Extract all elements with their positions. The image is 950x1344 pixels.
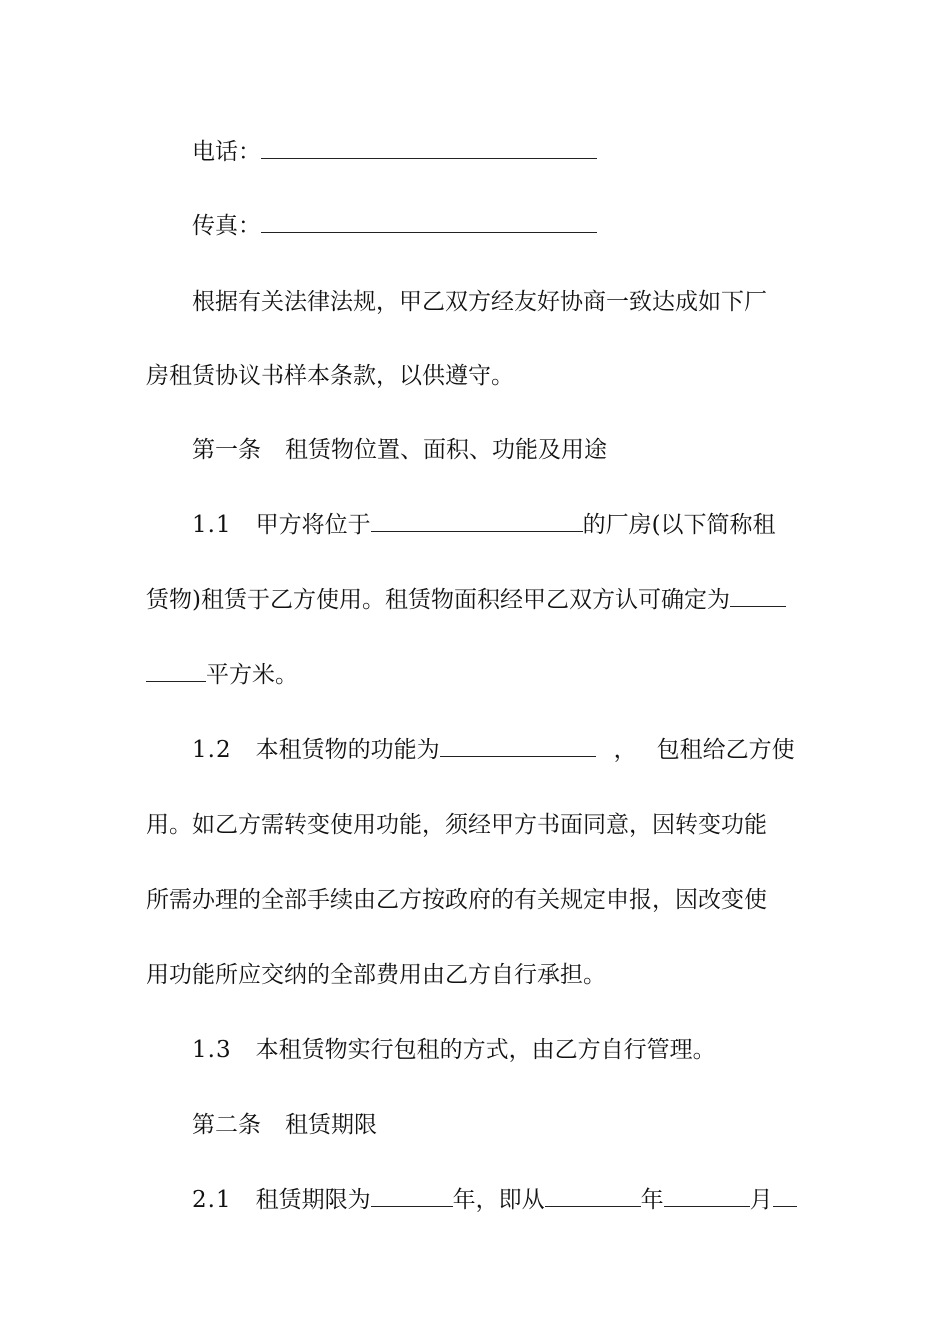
start-day-blank[interactable] bbox=[773, 1184, 797, 1207]
fax-label: 传真： bbox=[192, 213, 261, 239]
article-1-title: 租赁物位置、面积、功能及用途 bbox=[285, 437, 607, 463]
clause-2-1-number: 2.1 bbox=[192, 1187, 232, 1213]
intro-line-1 bbox=[192, 282, 816, 322]
clause-1-2-text-3: 用。如乙方需转变使用功能，须经甲方书面同意，因转变功能 bbox=[146, 812, 767, 838]
clause-1-3-number: 1.3 bbox=[192, 1037, 232, 1063]
clause-1-2-text-5: 用功能所应交纳的全部费用由乙方自行承担。 bbox=[146, 962, 606, 988]
article-1-number: 第一条 bbox=[192, 437, 261, 463]
area-unit-text: 平方米。 bbox=[206, 662, 298, 688]
phone-label: 电话： bbox=[192, 139, 261, 165]
article-2-title: 租赁期限 bbox=[285, 1112, 377, 1138]
clause-1-2-line-4 bbox=[146, 955, 816, 995]
clause-1-2-line-1 bbox=[192, 730, 816, 770]
intro-text-2: 房租赁协议书样本条款，以供遵守。 bbox=[146, 363, 514, 389]
fax-blank[interactable] bbox=[261, 210, 597, 233]
clause-2-1-year-unit: 年 bbox=[640, 1187, 664, 1213]
location-blank[interactable] bbox=[371, 509, 583, 532]
term-years-blank[interactable] bbox=[371, 1184, 453, 1207]
clause-2-1-text-2: 年，即从 bbox=[452, 1187, 545, 1213]
clause-1-2-text: 本租赁物的功能为 bbox=[255, 737, 440, 763]
phone-line bbox=[192, 132, 816, 172]
start-year-blank[interactable] bbox=[545, 1184, 641, 1207]
clause-1-2-text-2: 包租给乙方使 bbox=[656, 737, 795, 763]
clause-1-2-line-2 bbox=[146, 805, 816, 845]
clause-1-1-text-2: 的厂房(以下简称租 bbox=[582, 512, 776, 538]
clause-1-2-comma: ， bbox=[613, 737, 637, 763]
clause-1-1-line-2 bbox=[146, 580, 816, 620]
phone-blank[interactable] bbox=[261, 136, 597, 159]
article-2-number: 第二条 bbox=[192, 1112, 261, 1138]
clause-2-1-text: 租赁期限为 bbox=[255, 1187, 371, 1213]
article-2-heading bbox=[192, 1105, 816, 1145]
clause-1-1-line-3 bbox=[146, 655, 816, 695]
intro-text-1: 根据有关法律法规，甲乙双方经友好协商一致达成如下厂 bbox=[192, 289, 767, 315]
clause-1-2-line-3 bbox=[146, 880, 816, 920]
clause-1-2-number: 1.2 bbox=[192, 737, 232, 763]
function-blank[interactable] bbox=[440, 734, 596, 757]
clause-1-3-text: 本租赁物实行包租的方式，由乙方自行管理。 bbox=[255, 1037, 716, 1063]
clause-1-1-text-3: 赁物)租赁于乙方使用。租赁物面积经甲乙双方认可确定为 bbox=[146, 587, 730, 613]
clause-1-2-text-4: 所需办理的全部手续由乙方按政府的有关规定申报，因改变使 bbox=[146, 887, 767, 913]
intro-line-2 bbox=[146, 356, 816, 396]
clause-2-1-month-unit: 月 bbox=[749, 1187, 773, 1213]
article-1-heading bbox=[192, 430, 816, 470]
clause-1-3-line bbox=[192, 1030, 816, 1070]
clause-1-1-text: 甲方将位于 bbox=[255, 512, 371, 538]
area-blank-part-2[interactable] bbox=[146, 659, 206, 682]
clause-2-1-line bbox=[192, 1180, 816, 1220]
fax-line bbox=[192, 206, 816, 246]
clause-1-1-number: 1.1 bbox=[192, 512, 232, 538]
start-month-blank[interactable] bbox=[664, 1184, 750, 1207]
area-blank-part-1[interactable] bbox=[730, 584, 786, 607]
clause-1-1-line-1 bbox=[192, 505, 816, 545]
